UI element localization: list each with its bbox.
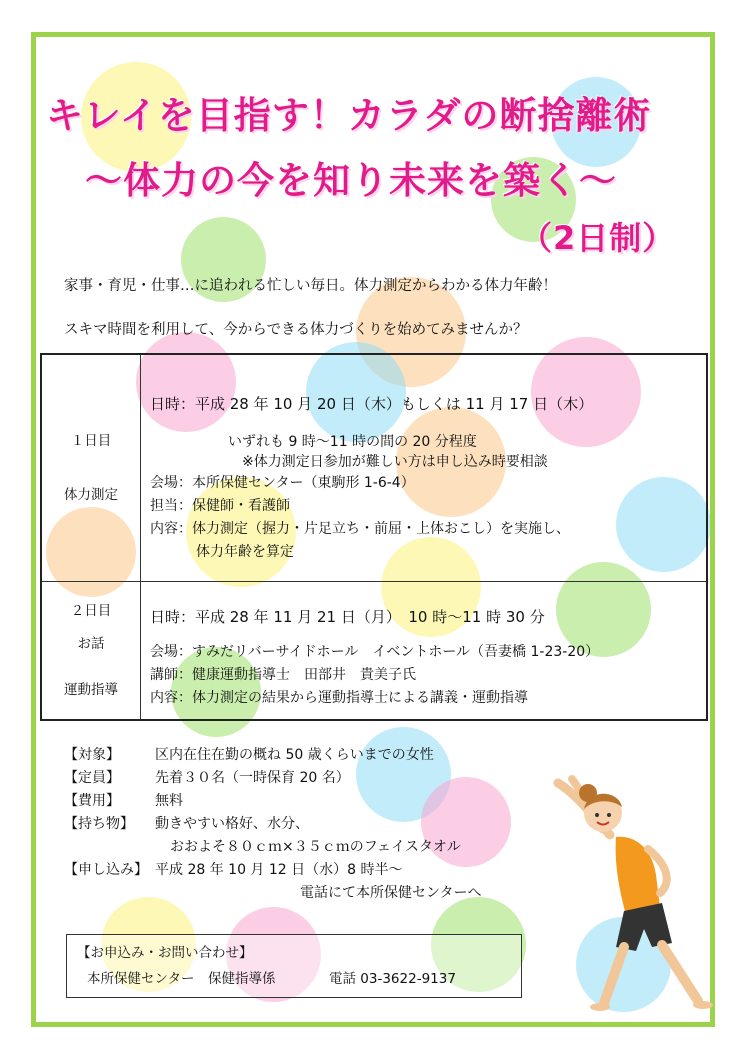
day1-note: ※体力測定日参加が難しい方は申し込み時要相談 [242, 454, 548, 470]
day2-lecturer: 講師：健康運動指導士 田部井 貴美子氏 [150, 667, 416, 683]
detail-key-belongings: 【持ち物】 [64, 816, 134, 832]
day2-datetime: 日時：平成 28 年 11 月 21 日（月） 10 時～11 時 30 分 [150, 608, 545, 626]
day1-content: 内容：体力測定（握力・片足立ち・前屈・上体おこし）を実施し、 [150, 521, 570, 537]
detail-value-application-cont: 電話にて本所保健センターへ [300, 885, 482, 901]
day2-venue: 会場：すみだリバーサイドホール イベントホール（吾妻橋 1-23-20） [150, 644, 600, 660]
main-title: キレイを目指す！カラダの断捨離術 [46, 94, 652, 137]
table-divider-vertical [140, 355, 141, 719]
day1-time-note: いずれも 9 時～11 時の間の 20 分程度 [228, 434, 477, 450]
detail-value-capacity: 先着３０名（一時保育 20 名） [155, 770, 350, 786]
intro-line-2: スキマ時間を利用して、今からできる体力づくりを始めてみませんか？ [64, 322, 528, 338]
schedule-table [40, 353, 708, 721]
day2-title-exercise: 運動指導 [64, 682, 118, 698]
intro-line-1: 家事・育児・仕事…に追われる忙しい毎日。体力測定からわかる体力年齢！ [64, 278, 557, 294]
day1-datetime: 日時：平成 28 年 10 月 20 日（木）もしくは 11 月 17 日（木） [150, 395, 594, 413]
day1-title: 体力測定 [64, 487, 118, 503]
detail-value-fee: 無料 [155, 793, 183, 809]
contact-office: 本所保健センター 保健指導係 [87, 971, 276, 987]
detail-value-belongings-cont: おおよそ８０ｃｍ×３５ｃｍのフェイスタオル [170, 839, 461, 855]
woman-stretching-icon [548, 765, 718, 1015]
table-divider-horizontal [42, 581, 706, 582]
contact-box [66, 934, 522, 998]
detail-value-belongings: 動きやすい格好、水分、 [155, 816, 309, 832]
contact-phone: 電話 03-3622-9137 [329, 971, 456, 987]
day2-content: 内容：体力測定の結果から運動指導士による講義・運動指導 [150, 690, 528, 706]
detail-key-fee: 【費用】 [64, 793, 120, 809]
day2-title-talk: お話 [77, 636, 105, 652]
day1-venue: 会場：本所保健センター（東駒形 1-6-4） [150, 475, 415, 491]
detail-key-capacity: 【定員】 [64, 770, 120, 786]
detail-value-application: 平成 28 年 10 月 12 日（水）8 時半～ [155, 862, 403, 878]
detail-key-application: 【申し込み】 [64, 862, 148, 878]
two-day-label: （2日制） [520, 219, 676, 257]
contact-heading: 【お申込み・お問い合わせ】 [77, 945, 253, 961]
day2-label: ２日目 [70, 603, 112, 619]
sub-title: ～体力の今を知り未来を築く～ [85, 159, 617, 202]
detail-value-target: 区内在住在勤の概ね 50 歳くらいまでの女性 [155, 747, 434, 763]
detail-key-target: 【対象】 [64, 747, 120, 763]
day1-staff: 担当：保健師・看護師 [150, 498, 290, 514]
day1-label: １日目 [70, 433, 112, 449]
day1-content-cont: 体力年齢を算定 [196, 544, 294, 560]
